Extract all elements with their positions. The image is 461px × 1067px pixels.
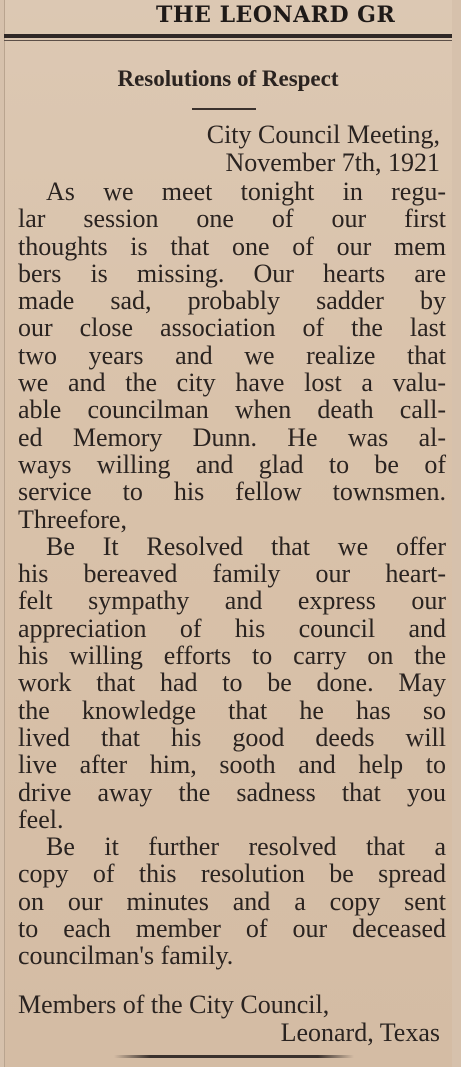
body-line: we and the city have lost a valu-	[18, 368, 446, 398]
body-line: his bereaved family our heart-	[18, 559, 446, 589]
masthead-rule	[4, 34, 452, 38]
body-line: thoughts is that one of our mem	[18, 231, 446, 261]
newspaper-clipping	[4, 0, 452, 1067]
body-line: our close association of the last	[18, 313, 446, 343]
masthead-rule-thin	[4, 40, 452, 41]
body-line: Be it further resolved that a	[46, 832, 446, 862]
body-line: lar session one of our first	[18, 204, 446, 234]
body-line: councilman's family.	[18, 941, 234, 971]
headline-rule	[192, 108, 256, 110]
body-line: able councilman when death call-	[18, 395, 446, 425]
body-line: appreciation of his council and	[18, 613, 446, 643]
body-line: made sad, probably sadder by	[18, 286, 446, 316]
body-line: two years and we realize that	[18, 340, 446, 370]
body-line: service to his fellow townsmen.	[18, 477, 446, 507]
body-line: ed Memory Dunn. He was al-	[18, 422, 446, 452]
body-line: felt sympathy and express our	[18, 586, 446, 616]
dateline-date: November 7th, 1921	[225, 148, 440, 177]
body-line: Be It Resolved that we offer	[46, 531, 446, 561]
body-line: ways willing and glad to be of	[18, 449, 446, 479]
body-line: feel.	[18, 804, 64, 834]
body-line: As we meet tonight in regu-	[46, 177, 446, 206]
body-line: Threefore,	[18, 504, 127, 534]
body-line: copy of this resolution be spread	[18, 859, 446, 889]
body-line: the knowledge that he has so	[18, 695, 446, 725]
body-line: work that had to be done. May	[18, 668, 446, 698]
body-line: drive away the sadness that you	[18, 777, 446, 807]
dateline-event: City Council Meeting,	[206, 120, 440, 149]
body-line: his willing efforts to carry on the	[18, 641, 446, 671]
body-line: lived that his good deeds will	[18, 722, 446, 752]
signature-place: Leonard, Texas	[280, 1018, 440, 1047]
article-body	[18, 178, 446, 970]
masthead: THE LEONARD GR	[156, 2, 396, 28]
signature-council: Members of the City Council,	[18, 990, 330, 1019]
body-line: to each member of our deceased	[18, 914, 446, 944]
body-line: on our minutes and a copy sent	[18, 886, 446, 916]
bottom-rule	[114, 1055, 354, 1058]
headline: Resolutions of Respect	[117, 66, 339, 91]
body-line: live after him, sooth and help to	[18, 750, 446, 780]
body-line: bers is missing. Our hearts are	[18, 258, 446, 288]
